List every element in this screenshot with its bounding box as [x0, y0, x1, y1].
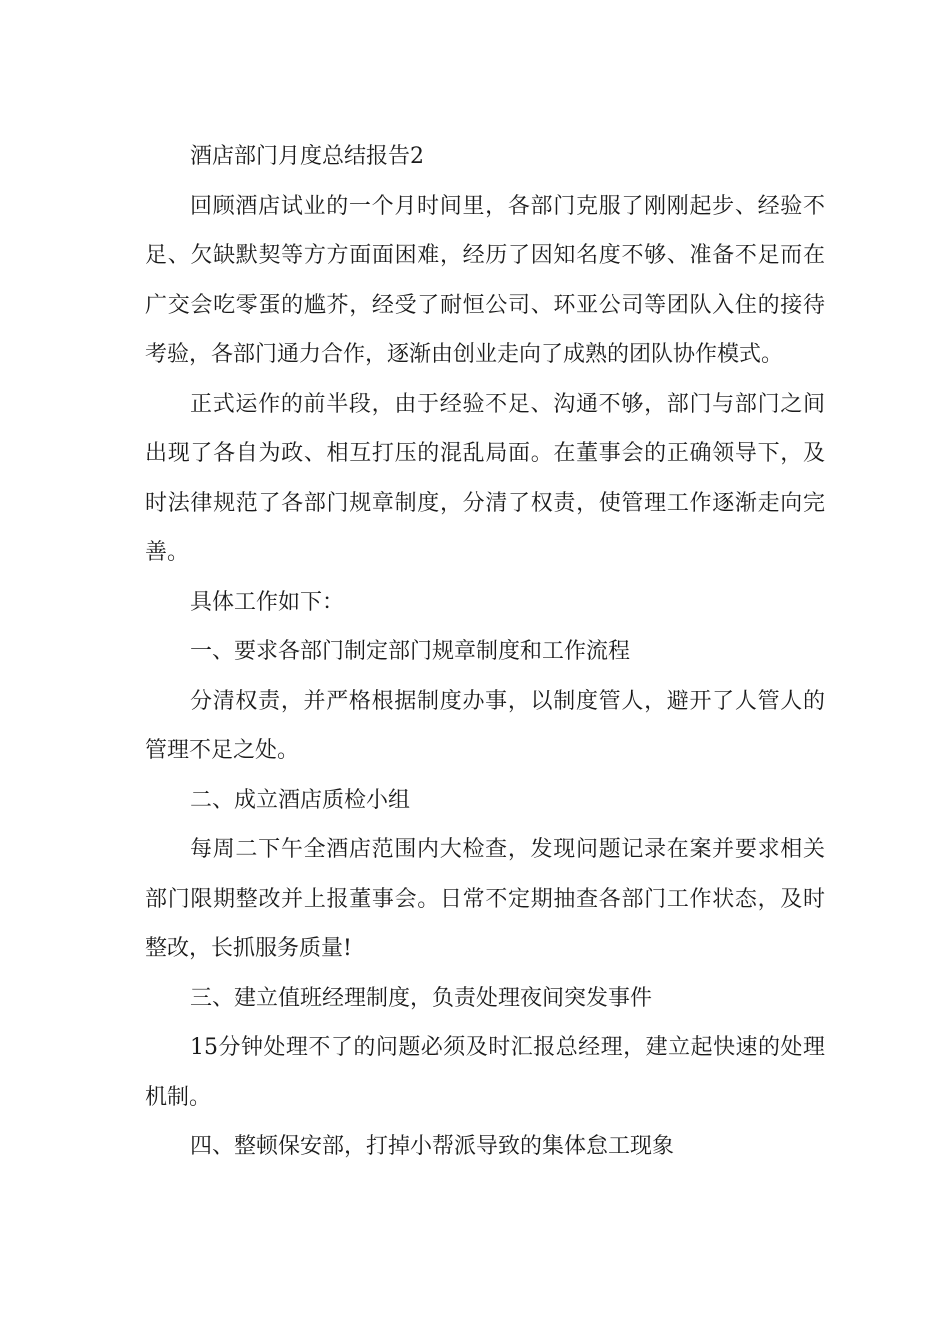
paragraph-first-half: 正式运作的前半段，由于经验不足、沟通不够，部门与部门之间出现了各自为政、相互打压的混乱局面。在董事会的正确领导下，及时法律规范了各部门规章制度，分清了权责，使管理工作逐渐走向完善。: [145, 391, 825, 565]
paragraph-review: 回顾酒店试业的一个月时间里，各部门克服了刚刚起步、经验不足、欠缺默契等方方面面困难，经历了因知名度不够、准备不足而在广交会吃零蛋的尴芥，经受了耐恒公司、环亚公司等团队入住的接待考验，各部门通力合作，逐渐由创业走向了成熟的团队协作模式。: [145, 193, 825, 367]
section-heading-4: 四、整顿保安部，打掉小帮派导致的集体怠工现象: [190, 1134, 675, 1159]
section-body-3: 15分钟处理不了的问题必须及时汇报总经理，建立起快速的处理机制。: [145, 1035, 825, 1110]
section-body-2: 每周二下午全酒店范围内大检查，发现问题记录在案并要求相关部门限期整改并上报董事会。日常不定期抽查各部门工作状态，及时整改，长抓服务质量!: [145, 837, 825, 961]
section-heading-2: 二、成立酒店质检小组: [190, 787, 411, 813]
document-title: 酒店部门月度总结报告2: [190, 144, 424, 169]
section-body-1: 分清权责，并严格根据制度办事，以制度管人，避开了人管人的管理不足之处。: [145, 688, 825, 763]
section-heading-3: 三、建立值班经理制度，负责处理夜间突发事件: [190, 985, 653, 1011]
paragraph-work-intro: 具体工作如下：: [190, 589, 345, 615]
section-heading-1: 一、要求各部门制定部门规章制度和工作流程: [190, 639, 631, 664]
document-body: [145, 132, 825, 1172]
